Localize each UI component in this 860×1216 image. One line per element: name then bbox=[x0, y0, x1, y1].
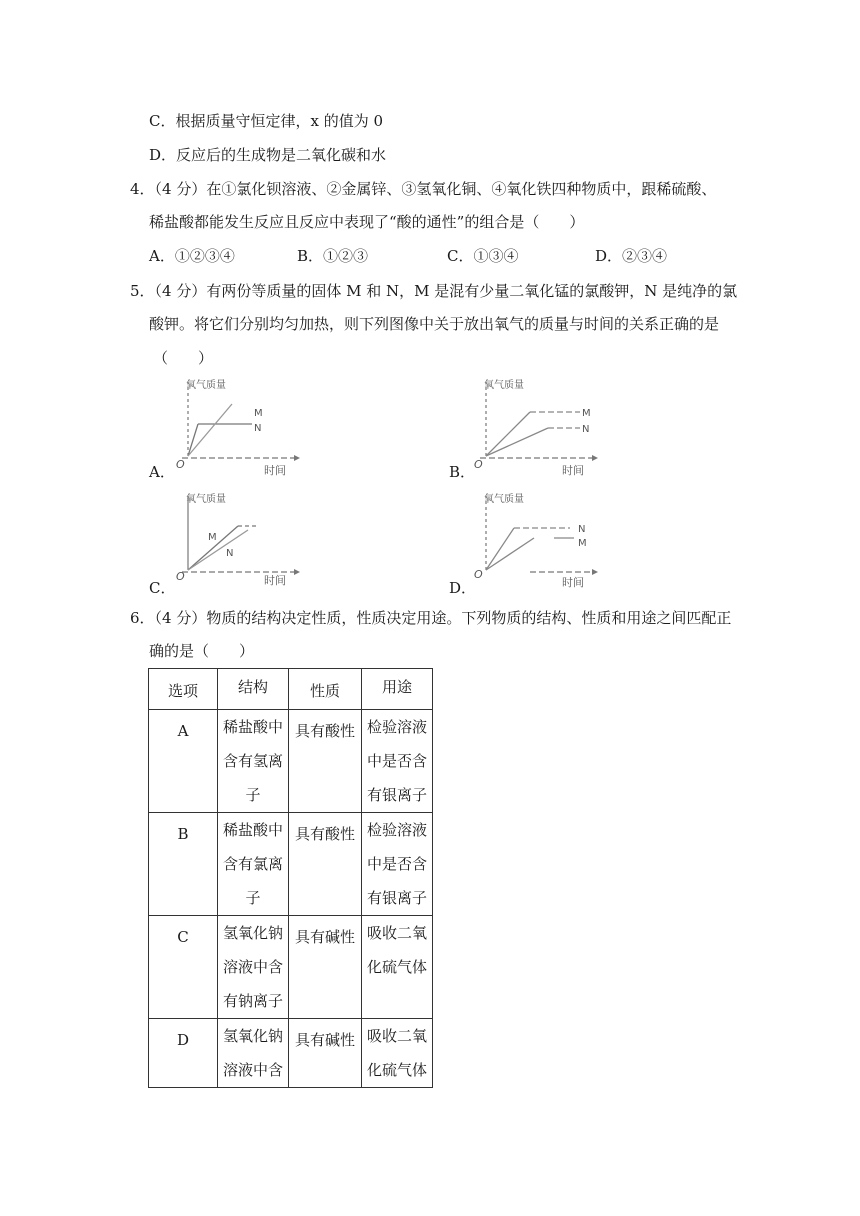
q5-stem-line1: 5．（4 分）有两份等质量的固体 M 和 N，M 是混有少量二氧化锰的氯酸钾，N 是纯净的氯 bbox=[130, 282, 738, 300]
use-cell: 吸收二氧化硫气体 bbox=[362, 1019, 433, 1088]
q4-option-c: C．①③④ bbox=[447, 247, 519, 265]
series-m-label: M bbox=[208, 532, 217, 543]
q5-stem-line2: 酸钾。将它们分别均匀加热，则下列图像中关于放出氧气的质量与时间的关系正确的是 bbox=[149, 315, 720, 333]
structure-cell: 氢氧化钠溶液中含有钠离子 bbox=[218, 916, 289, 1019]
q5-graph-c bbox=[172, 490, 302, 592]
x-axis-label: 时间 bbox=[264, 574, 286, 587]
q4-option-d: D．②③④ bbox=[595, 247, 668, 265]
y-axis-label: 氧气质量 bbox=[186, 380, 226, 391]
property-cell: 具有碱性 bbox=[289, 916, 362, 1019]
origin-label: O bbox=[474, 458, 483, 471]
header-cell: 用途 bbox=[362, 669, 433, 710]
series-m-label: M bbox=[582, 408, 591, 419]
q6-stem-line1: 6．（4 分）物质的结构决定性质，性质决定用途。下列物质的结构、性质和用途之间匹配正 bbox=[130, 609, 732, 627]
property-cell: 具有碱性 bbox=[289, 1019, 362, 1088]
series-n-label: N bbox=[254, 423, 262, 434]
q4-option-b: B．①②③ bbox=[297, 247, 369, 265]
series-n-label: N bbox=[578, 524, 586, 535]
q4-stem-line2: 稀盐酸都能发生反应且反应中表现了“酸的通性”的组合是（ ） bbox=[149, 213, 585, 231]
use-cell: 检验溶液中是否含有银离子 bbox=[362, 710, 433, 813]
x-axis-label: 时间 bbox=[264, 464, 286, 477]
q4-option-a: A．①②③④ bbox=[149, 247, 235, 265]
table-header-row bbox=[149, 669, 433, 710]
header-cell: 性质 bbox=[289, 669, 362, 710]
q4-stem-line1: 4．（4 分）在①氯化钡溶液、②金属锌、③氢氧化铜、④氧化铁四种物质中，跟稀硫酸、 bbox=[130, 180, 717, 198]
structure-cell: 稀盐酸中含有氢离子 bbox=[218, 710, 289, 813]
table-row bbox=[149, 813, 433, 916]
q6-stem-line2: 确的是（ ） bbox=[149, 642, 255, 660]
structure-cell: 氢氧化钠溶液中含 bbox=[218, 1019, 289, 1088]
q5-graph-b bbox=[470, 376, 600, 478]
q6-table bbox=[148, 668, 433, 1088]
q5-stem-line3: （ ） bbox=[153, 349, 214, 367]
y-axis-label: 氧气质量 bbox=[484, 380, 524, 391]
table-row bbox=[149, 916, 433, 1019]
origin-label: O bbox=[176, 570, 185, 583]
series-n-label: N bbox=[582, 424, 590, 435]
y-axis-label: 氧气质量 bbox=[186, 494, 226, 505]
x-axis-label: 时间 bbox=[562, 576, 584, 589]
x-axis-label: 时间 bbox=[562, 464, 584, 477]
header-cell: 选项 bbox=[149, 669, 218, 710]
series-n-label: N bbox=[226, 548, 234, 559]
series-m-label: M bbox=[578, 538, 587, 549]
use-cell: 吸收二氧化硫气体 bbox=[362, 916, 433, 1019]
q5-graph-d-label: D． bbox=[449, 579, 477, 597]
use-cell: 检验溶液中是否含有银离子 bbox=[362, 813, 433, 916]
structure-cell: 稀盐酸中含有氯离子 bbox=[218, 813, 289, 916]
origin-label: O bbox=[176, 458, 185, 471]
option-cell: A bbox=[149, 710, 218, 813]
q5-graph-c-label: C． bbox=[149, 579, 176, 597]
origin-label: O bbox=[474, 568, 483, 581]
table-row bbox=[149, 1019, 433, 1088]
table-row bbox=[149, 710, 433, 813]
q3-option-c: C．根据质量守恒定律，x 的值为 0 bbox=[149, 112, 384, 130]
series-m-label: M bbox=[254, 408, 263, 419]
option-cell: D bbox=[149, 1019, 218, 1088]
header-cell: 结构 bbox=[218, 669, 289, 710]
q5-graph-d bbox=[470, 490, 600, 592]
option-cell: B bbox=[149, 813, 218, 916]
option-cell: C bbox=[149, 916, 218, 1019]
property-cell: 具有酸性 bbox=[289, 813, 362, 916]
q5-graph-b-label: B． bbox=[449, 463, 476, 481]
q3-option-d: D．反应后的生成物是二氧化碳和水 bbox=[149, 146, 387, 164]
q5-graph-a bbox=[172, 376, 302, 478]
property-cell: 具有酸性 bbox=[289, 710, 362, 813]
q5-graph-a-label: A． bbox=[149, 463, 175, 481]
y-axis-label: 氧气质量 bbox=[484, 494, 524, 505]
